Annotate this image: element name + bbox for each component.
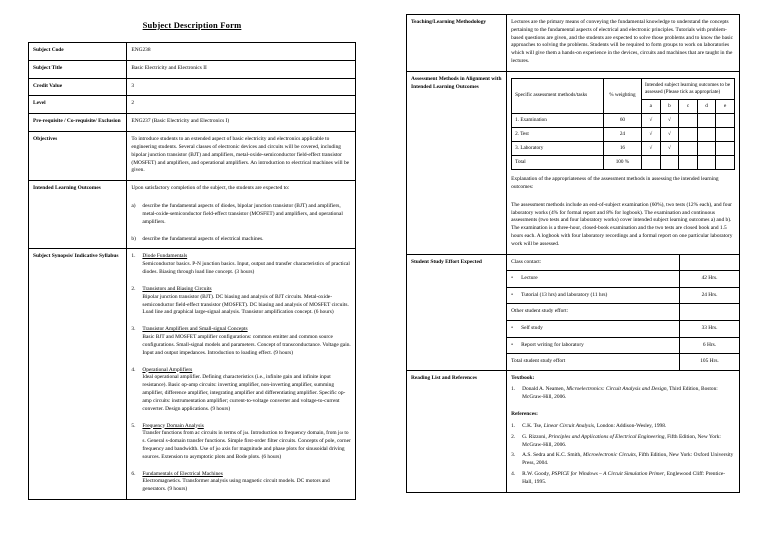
student-study-table (507, 255, 739, 370)
other-effort-heading-row (507, 304, 739, 321)
class-contact-heading: Class contact: (507, 255, 679, 271)
row-label: Subject Code (29, 43, 127, 61)
list-marker: 4. (511, 471, 516, 478)
row-value: 3 (127, 78, 356, 96)
assessment-col-weighting: % weighting (603, 78, 641, 113)
assessment-tick-b: √ (660, 142, 679, 156)
list-item (511, 423, 735, 431)
table-row-level (29, 96, 356, 114)
list-item (511, 434, 735, 450)
textbook-rest: , Third Edition, Boston: McGraw-Hill, 2006. (522, 386, 718, 401)
list-marker: b) (131, 235, 136, 242)
reference-rest: , London: Addison-Wesley, 1998. (594, 422, 667, 429)
row-label: Subject Synopsis/ Indicative Syllabus (29, 249, 127, 500)
row-value: ENG238 (127, 43, 356, 61)
outcome-col-e: e (716, 100, 735, 114)
list-marker: 1. (511, 422, 516, 429)
table-row (507, 337, 739, 354)
list-item (131, 286, 351, 317)
row-value (127, 181, 356, 249)
list-item (511, 386, 735, 402)
row-value (127, 249, 356, 500)
list-item-text: describe the fundamental aspects of diodes, bipolar junction transistor (BJT) and amplifiers, metal-oxide-semiconductor field-effect transistor (MOSFET) and amplifiers, and operational amplifiers. (142, 203, 343, 225)
row-label: Objectives (29, 132, 127, 181)
assessment-method: Total (512, 156, 604, 170)
list-item (131, 367, 351, 414)
reference-entry (522, 423, 735, 431)
reference-rest: , Fifth Edition, New York: Oxford University Press, 2004. (522, 452, 734, 467)
assessment-weighting: 100 % (603, 156, 641, 170)
row-label: Student Study Effort Expected (407, 254, 507, 370)
table-row-reading-list (407, 370, 740, 492)
row-value: Basic Electricity and Electronics II (127, 60, 356, 78)
outcome-col-c: c (679, 100, 698, 114)
assessment-tick-c (679, 142, 698, 156)
table-row-teaching-learning (407, 15, 740, 72)
syllabus-text: Semiconductor basics. P-N junction basics. Input, output and transfer characteristics of practical diodes. Biasing through load line concept. (3 hours) (142, 261, 350, 276)
row-label: Teaching/Learning Methodology (407, 15, 507, 72)
study-item-label: Report writing for laboratory (521, 341, 584, 348)
list-item (131, 236, 351, 244)
syllabus-text: Ideal operational amplifier. Defining characteristics (i.e., infinite gain and infinite input resistance). Basic op-amp circuits: inverting amplifier, non-inverting amplifier, summing amplifier, difference amplifier, integrating amplifier and differentiating amplifier. Specific op-amp circuits: instrumentation amplifier; current-to-voltage converter and voltage-to-current converter. Design applications. (9 hours) (142, 374, 346, 412)
textbook-authors: Donald A. Neamen, (522, 386, 567, 393)
table-row-total (507, 354, 739, 370)
reference-authors: A.S. Sedra and K.C. Smith, (522, 452, 583, 459)
syllabus-text: Basic BJT and MOSFET amplifier configurations: common emitter and common source configurations. Small-signal models and parameters. Concept of transconductance. Voltage gain. Input and output impedances. Introduction to loading effect. (9 hours) (142, 334, 351, 356)
row-value (507, 71, 740, 254)
list-item (131, 203, 351, 226)
syllabus-heading: Diode Fundamentals (142, 253, 188, 260)
assessment-tick-d (697, 114, 716, 128)
table-row (507, 320, 739, 337)
reference-entry (522, 471, 735, 487)
row-value: ENG237 (Basic Electricity and Electronics I) (127, 114, 356, 132)
assessment-table (511, 78, 735, 170)
assessment-col-outcomes: Intended subject learning outcomes to be assessed (Please tick as appropriate) (642, 78, 735, 99)
table-row-subject-title (29, 60, 356, 78)
study-item-hours: 24 Hrs. (680, 287, 740, 304)
reference-title: Linear Circuit Analysis (543, 422, 595, 429)
row-value (507, 254, 740, 370)
list-marker: a) (131, 203, 136, 210)
table-row-student-study-effort (407, 254, 740, 370)
other-effort-heading: Other student study effort: (507, 304, 679, 321)
assessment-tick-b (660, 156, 679, 170)
assessment-col-methods: Specific assessment methods/tasks (512, 78, 604, 113)
list-marker: 1. (511, 386, 516, 393)
outcome-col-d: d (697, 100, 716, 114)
assessment-tick-e (716, 114, 735, 128)
reference-title: Microelectronic Circuits (582, 452, 636, 459)
study-item-label: Self study (521, 324, 543, 331)
assessment-tick-a: √ (642, 142, 661, 156)
study-item-label: Tutorial (13 hrs) and laboratory (11 hrs) (521, 291, 608, 298)
row-value: Lectures are the primary means of conveying the fundamental knowledge to understand the concepts pertaining to the fundamental aspects of electrical and electronic principles. Tutorials with problem-based questions are given, and the students are expected to solve those problems and to know the basic approaches to solving the problems. Students will be required to form groups to work on laboratories which will give them a hands-on experience in the devices, circuits and machines that are taught in the lectures. (507, 15, 740, 72)
assessment-header-row (512, 78, 735, 99)
table-row-assessment (407, 71, 740, 254)
right-column (384, 0, 768, 543)
textbook-entry (522, 386, 735, 402)
reference-authors: G. Rizzoni, (522, 433, 549, 440)
list-item-text: describe the fundamental aspects of electrical machines. (142, 235, 264, 242)
list-item (131, 471, 351, 494)
outcome-col-b: b (660, 100, 679, 114)
reference-title: Principles and Applications of Electrical Engineering (548, 433, 665, 440)
row-value (507, 370, 740, 492)
table-row-intended-learning-outcomes (29, 181, 356, 249)
list-marker: 3. (131, 326, 136, 333)
table-row (507, 287, 739, 304)
assessment-explanation-heading: Explanation of the appropriateness of the assessment methods in assessing the intended learning outcomes: (511, 176, 719, 190)
class-contact-heading-hours (680, 255, 740, 271)
list-marker: 1. (131, 253, 136, 260)
study-item: • Self study (507, 320, 679, 337)
list-marker: 2. (131, 285, 136, 292)
assessment-weighting: 24 (603, 128, 641, 142)
table-row (512, 142, 735, 156)
row-value: 2 (127, 96, 356, 114)
row-label: Reading List and References (407, 370, 507, 492)
syllabus-text: Electromagnetics. Transformer analysis using magnetic circuit models. DC motors and generators. (9 hours) (142, 478, 330, 493)
assessment-tick-e (716, 156, 735, 170)
list-item (511, 452, 735, 468)
total-effort-label: Total student study effort (507, 354, 679, 370)
row-value: To introduce students to an extended aspect of basic electricity and electronics applicable to engineering students. Several classes of electronic devices and circuits will be covered, including bipolar junction transistor (BJT) and amplifiers, metal-oxide-semiconductor field-effect transistor (MOSFET) and amplifiers, and operational amplifiers. An introduction to electrical machines will be given. (127, 132, 356, 181)
study-item: • Tutorial (13 hrs) and laboratory (11 hrs) (507, 287, 679, 304)
table-row (512, 114, 735, 128)
list-marker: 4. (131, 366, 136, 373)
reference-authors: C.K. Tse, (522, 422, 544, 429)
row-label: Level (29, 96, 127, 114)
assessment-tick-b: √ (660, 128, 679, 142)
list-marker: 3. (511, 452, 516, 459)
list-item (131, 253, 351, 276)
other-effort-heading-hours (680, 304, 740, 321)
list-marker: 5. (131, 422, 136, 429)
assessment-tick-d (697, 128, 716, 142)
assessment-method: 1. Examination (512, 114, 604, 128)
table-row (507, 271, 739, 288)
syllabus-heading: Operational Amplifiers (142, 366, 193, 373)
subject-description-table (28, 42, 356, 500)
row-label: Pre-requisite / Co-requisite/ Exclusion (29, 114, 127, 132)
assessment-weighting: 60 (603, 114, 641, 128)
list-item (131, 423, 351, 462)
study-item-hours: 42 Hrs. (680, 271, 740, 288)
table-row (512, 128, 735, 142)
table-row-objectives (29, 132, 356, 181)
list-marker: 6. (131, 470, 136, 477)
study-item-label: Lecture (521, 275, 538, 282)
syllabus-text: Transfer functions from ac circuits in terms of jω. Introduction to frequency domain, from jω to s. General s-domain transfer functions. Simple first-order filter circuits. Concepts of pole, corner frequency and bandwidth. Use of jω axis for magnitude and phase plots for sinusoidal driving sources. Extension to asymptotic plots and Bode plots. (6 hours) (142, 430, 351, 460)
table-row-prerequisite (29, 114, 356, 132)
row-label: Subject Title (29, 60, 127, 78)
subject-description-table-continued (406, 14, 740, 493)
assessment-method: 2. Test (512, 128, 604, 142)
assessment-tick-c (679, 156, 698, 170)
reference-title: PSPICE for Windows – A Circuit Simulation Primer (551, 471, 665, 478)
list-item (511, 471, 735, 487)
row-label: Intended Learning Outcomes (29, 181, 127, 249)
table-row-total (512, 156, 735, 170)
table-row-subject-code (29, 43, 356, 61)
reference-rest: , Englewood Cliff: Prentice-Hall, 1995. (522, 471, 726, 485)
reference-authors: R.W. Goody, (522, 471, 552, 478)
assessment-tick-c (679, 114, 698, 128)
class-contact-heading-row (507, 255, 739, 271)
assessment-tick-e (716, 142, 735, 156)
references-heading: References: (511, 411, 538, 418)
row-label: Credit Value (29, 78, 127, 96)
assessment-tick-a (642, 156, 661, 170)
reference-entry (522, 434, 735, 450)
assessment-tick-b: √ (660, 114, 679, 128)
list-item (131, 326, 351, 357)
syllabus-text: Bipolar junction transistor (BJT). DC biasing and analysis of BJT circuits. Metal-oxide-semiconductor field-effect transistor (MOSFET). DC biasing and analysis of MOSFET circuits. Load line and graphical large-signal analysis. Transistor amplification concept. (6 hours) (142, 293, 349, 316)
ilo-intro: Upon satisfactory completion of the subject, the students are expected to: (131, 185, 290, 192)
syllabus-heading: Transistors and Biasing Circuits (142, 285, 212, 292)
study-item-hours: 6 Hrs. (680, 337, 740, 354)
page-title: Subject Description Form (142, 20, 242, 30)
textbook-title: Microelectronics: Circuit Analysis and Design (566, 386, 667, 393)
assessment-tick-a: √ (642, 114, 661, 128)
assessment-tick-d (697, 156, 716, 170)
assessment-explanation-text: The assessment methods include an end-of-subject examination (60%), two tests (12% each), and four laboratory works (4% for formal report and 8% for logbook). The examination and continuous assessments (two tests and four laboratory works) cover intended subject learning outcomes a) and b). The examination is a three-hour, closed-book examination and the two tests are closed book and 1.5 hours each. A logbook with four laboratory recordings and a formal report on one particular laboratory work will be assessed. (511, 201, 733, 247)
study-item: • Report writing for laboratory (507, 337, 679, 354)
study-item: • Lecture (507, 271, 679, 288)
table-row-subject-synopsis (29, 249, 356, 500)
assessment-weighting: 16 (603, 142, 641, 156)
outcome-col-a: a (642, 100, 661, 114)
textbook-heading: Textbook: (511, 374, 535, 381)
syllabus-heading: Fundamentals of Electrical Machines (142, 470, 223, 477)
assessment-method: 3. Laboratory (512, 142, 604, 156)
list-marker: 2. (511, 433, 516, 440)
table-row-credit-value (29, 78, 356, 96)
total-effort-hours: 105 Hrs. (680, 354, 740, 370)
row-label: Assessment Methods in Alignment with Intended Learning Outcomes (407, 71, 507, 254)
assessment-tick-c (679, 128, 698, 142)
syllabus-heading: Frequency Domain Analysis (142, 422, 204, 429)
syllabus-heading: Transistor Amplifiers and Small-signal Concepts (142, 326, 248, 333)
assessment-tick-d (697, 142, 716, 156)
assessment-tick-e (716, 128, 735, 142)
assessment-tick-a: √ (642, 128, 661, 142)
study-item-hours: 33 Hrs. (680, 320, 740, 337)
reference-entry (522, 452, 735, 468)
reference-rest: , Fifth Edition, New York: McGraw-Hill, 2006. (522, 433, 721, 448)
